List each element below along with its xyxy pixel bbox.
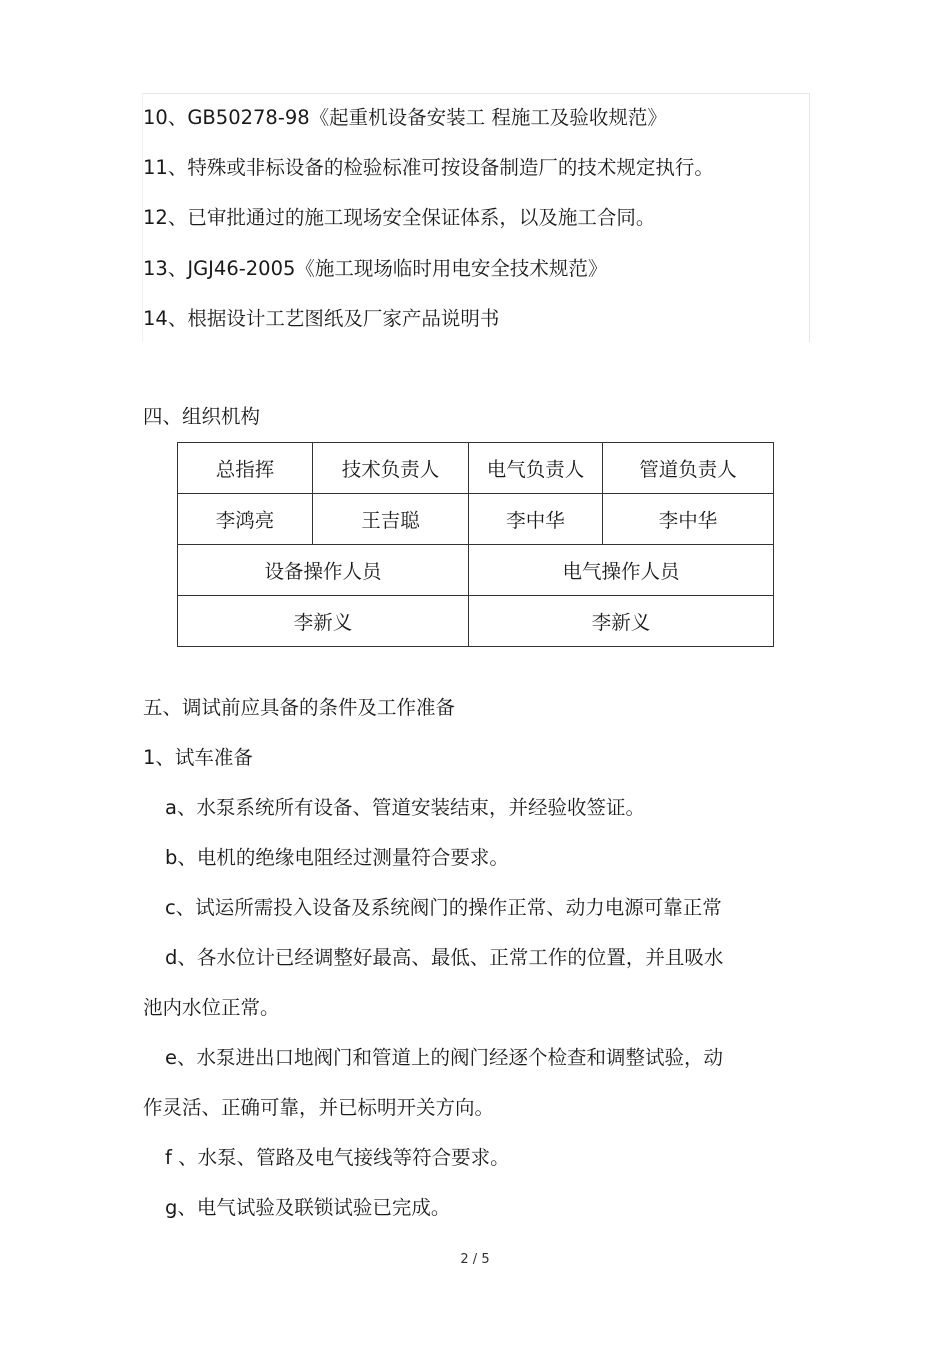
- table-cell: 李中华: [469, 494, 603, 545]
- prep-item-d-continued: 池内水位正常。: [143, 996, 280, 1019]
- table-cell: 总指挥: [178, 443, 313, 494]
- page-number: 2 / 5: [460, 1252, 490, 1267]
- table-cell: 李鸿亮: [178, 494, 313, 545]
- section-heading-organization: 四、组织机构: [143, 405, 261, 428]
- section-heading-preparation: 五、调试前应具备的条件及工作准备: [143, 696, 456, 719]
- reference-item-14: 14、根据设计工艺图纸及厂家产品说明书: [143, 307, 500, 330]
- prep-item-c: c、试运所需投入设备及系统阀门的操作正常、动力电源可靠正常: [165, 896, 722, 919]
- table-cell: 李中华: [603, 494, 774, 545]
- subsection-heading-trial-prep: 1、试车准备: [143, 746, 253, 769]
- reference-item-13: 13、JGJ46-2005《施工现场临时用电安全技术规范》: [143, 257, 608, 280]
- table-cell: 管道负责人: [603, 443, 774, 494]
- table-cell: 王吉聪: [313, 494, 469, 545]
- table-row: [178, 596, 774, 647]
- prep-item-e-continued: 作灵活、正确可靠，并已标明开关方向。: [143, 1096, 495, 1119]
- table-cell: 电气负责人: [469, 443, 603, 494]
- prep-item-b: b、电机的绝缘电阻经过测量符合要求。: [165, 846, 509, 869]
- reference-item-10: 10、GB50278-98《起重机设备安装工 程施工及验收规范》: [143, 106, 667, 129]
- prep-item-g: g、电气试验及联锁试验已完成。: [165, 1196, 451, 1219]
- organization-table: [177, 442, 774, 647]
- table-cell: 技术负责人: [313, 443, 469, 494]
- prep-item-e: e、水泵进出口地阀门和管道上的阀门经逐个检查和调整试验，动: [165, 1046, 723, 1069]
- reference-item-12: 12、已审批通过的施工现场安全保证体系，以及施工合同。: [143, 206, 656, 229]
- reference-item-11: 11、特殊或非标设备的检验标准可按设备制造厂的技术规定执行。: [143, 156, 714, 179]
- table-row: [178, 443, 774, 494]
- prep-item-a: a、水泵系统所有设备、管道安装结束，并经验收签证。: [165, 796, 645, 819]
- prep-item-d: d、各水位计已经调整好最高、最低、正常工作的位置，并且吸水: [165, 946, 724, 969]
- table-cell: 电气操作人员: [469, 545, 774, 596]
- table-cell: 李新义: [469, 596, 774, 647]
- prep-item-f: f 、水泵、管路及电气接线等符合要求。: [165, 1146, 510, 1169]
- table-row: [178, 545, 774, 596]
- table-row: [178, 494, 774, 545]
- table-cell: 李新义: [178, 596, 469, 647]
- table-cell: 设备操作人员: [178, 545, 469, 596]
